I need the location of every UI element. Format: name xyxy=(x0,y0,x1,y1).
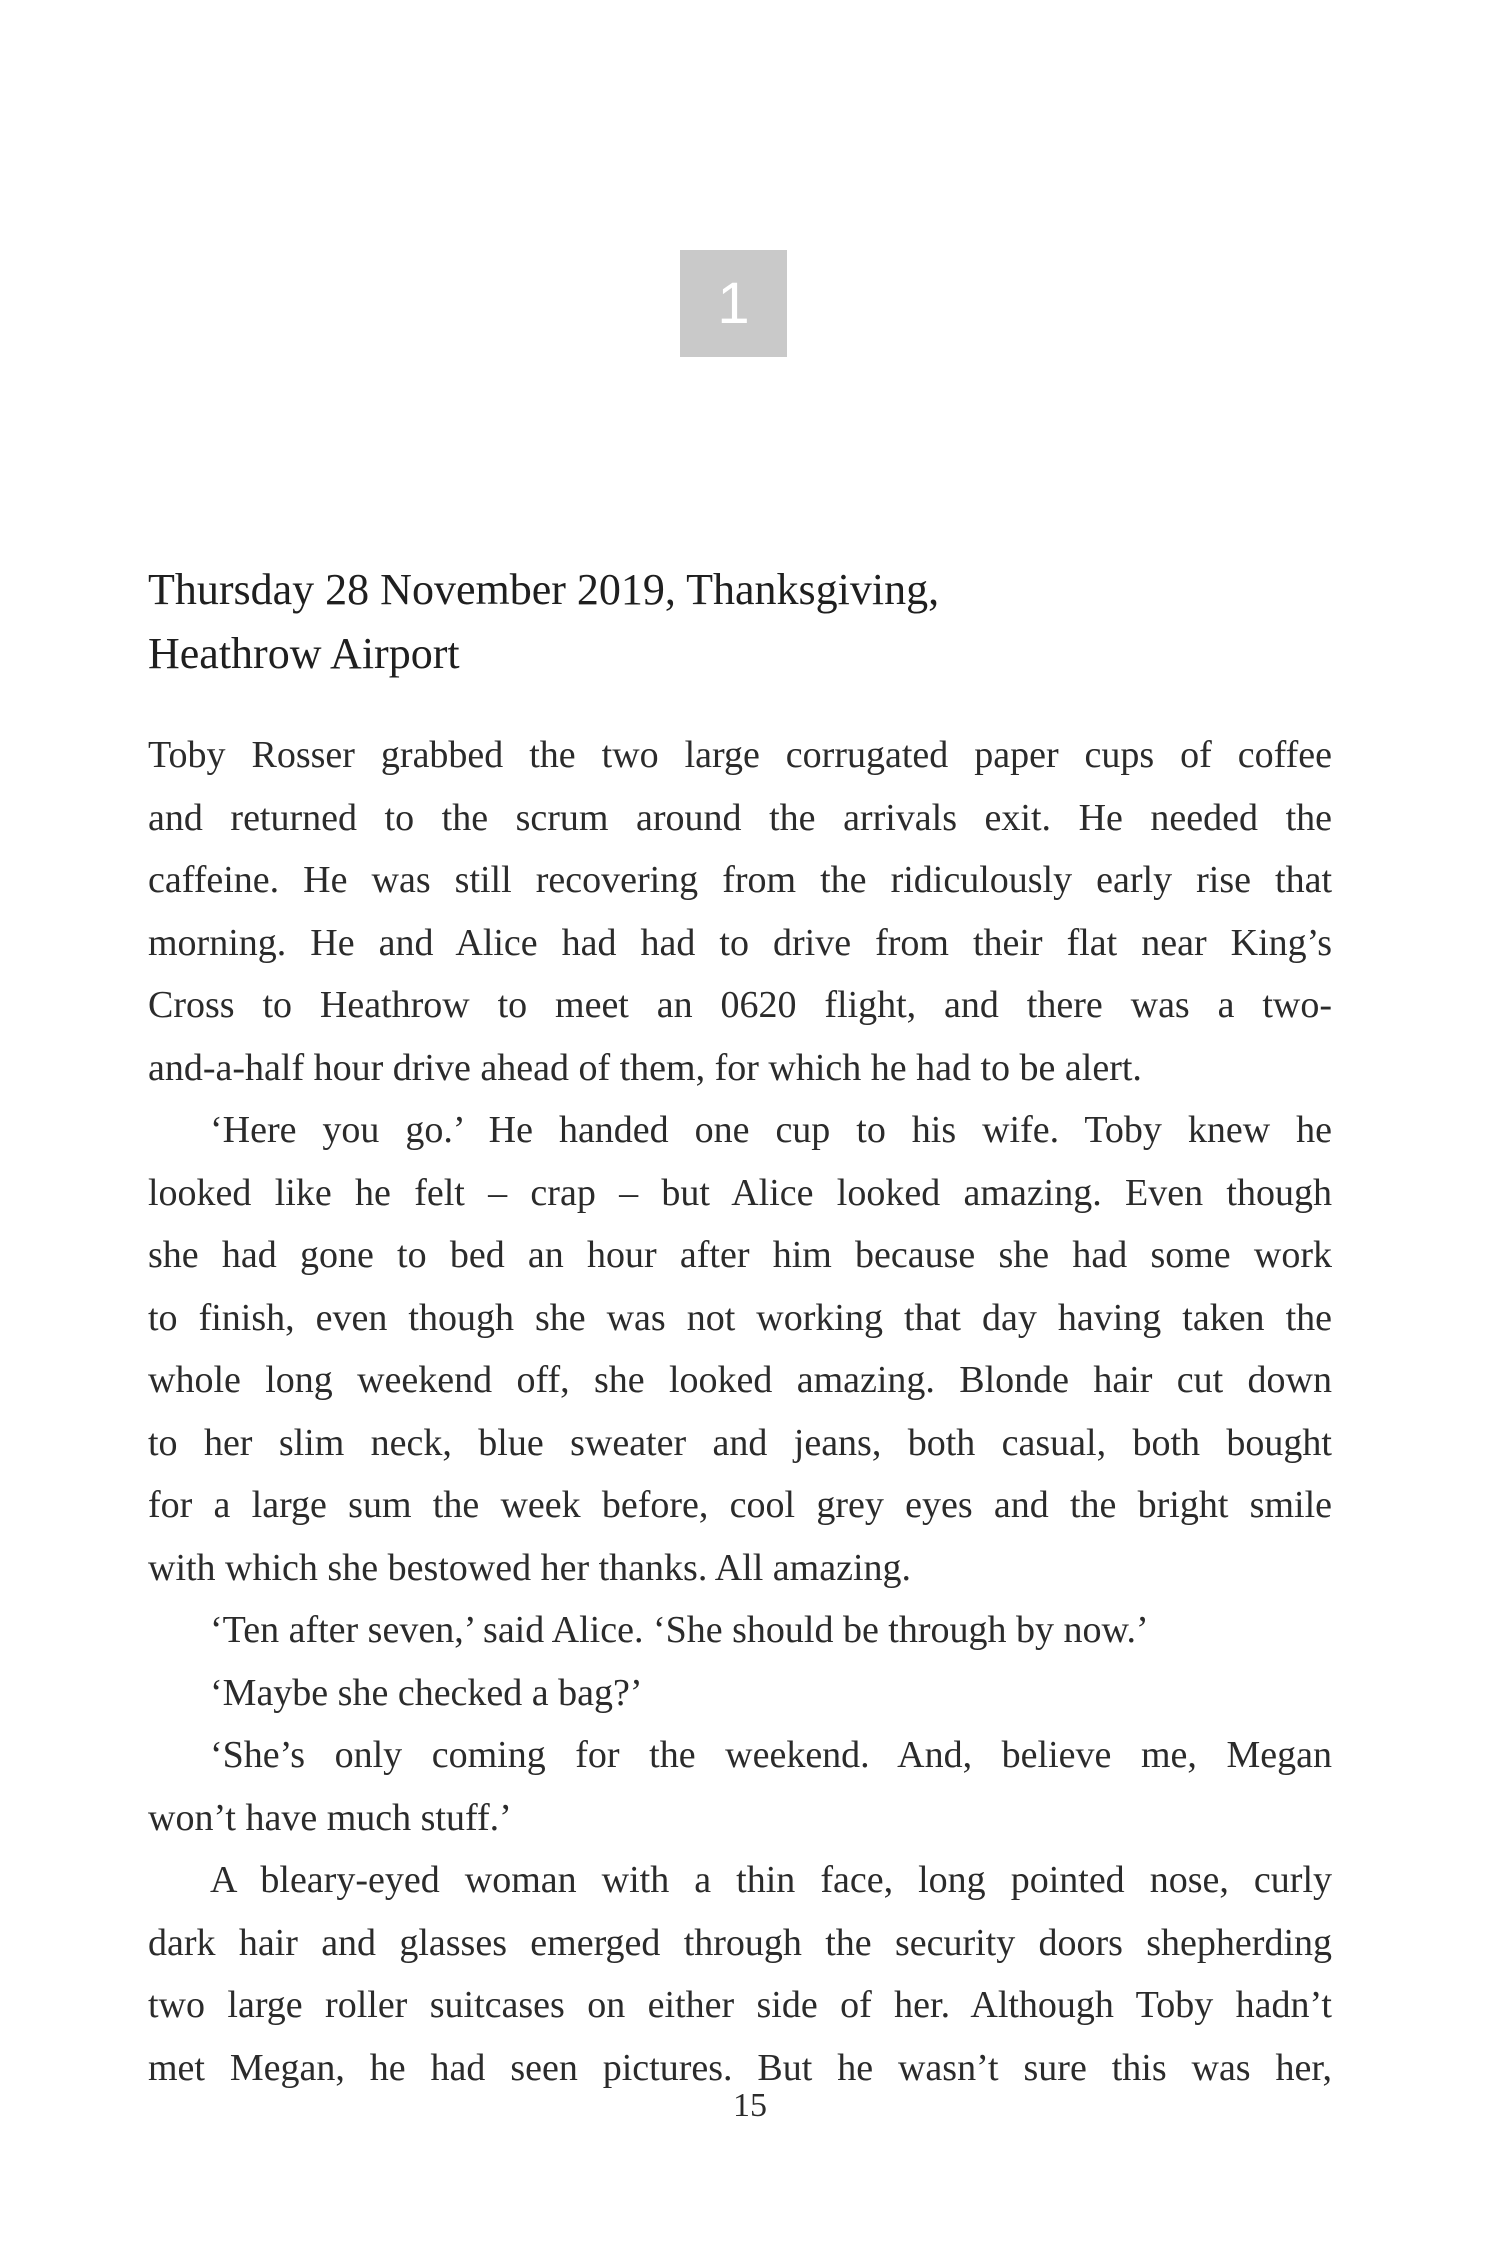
text-line: won’t have much stuff.’ xyxy=(148,1796,512,1839)
text-line: for a large sum the week before, cool grey eyes and the bright smile xyxy=(148,1484,1332,1526)
text-line: ‘Here you go.’ He handed one cup to his wife. Toby knew he xyxy=(210,1109,1332,1151)
text-line: two large roller suitcases on either side of her. Although Toby hadn’t xyxy=(148,1984,1332,2026)
chapter-heading xyxy=(148,558,1348,686)
text-line: morning. He and Alice had had to drive from their flat near King’s xyxy=(148,921,1332,964)
text-line: met Megan, he had seen pictures. But he wasn’t sure this was her, xyxy=(148,2046,1332,2089)
body-text xyxy=(148,724,1332,2099)
text-line: caffeine. He was still recovering from the ridiculously early rise that xyxy=(148,859,1332,901)
text-line: to finish, even though she was not working that day having taken the xyxy=(148,1296,1332,1339)
text-line: with which she bestowed her thanks. All amazing. xyxy=(148,1546,912,1589)
text-line: dark hair and glasses emerged through the security doors shepherding xyxy=(148,1921,1332,1964)
text-line: to her slim neck, blue sweater and jeans, both casual, both bought xyxy=(148,1421,1332,1464)
text-line: ‘She’s only coming for the weekend. And, believe me, Megan xyxy=(210,1734,1332,1776)
heading-line: Thursday 28 November 2019, Thanksgiving, xyxy=(148,565,940,614)
text-line: A bleary-eyed woman with a thin face, long pointed nose, curly xyxy=(210,1859,1332,1901)
text-line: Cross to Heathrow to meet an 0620 flight, and there was a two- xyxy=(148,984,1332,1026)
chapter-number-badge xyxy=(680,250,787,357)
text-line: whole long weekend off, she looked amazing. Blonde hair cut down xyxy=(148,1359,1332,1401)
text-line: ‘Maybe she checked a bag?’ xyxy=(210,1671,643,1714)
text-line: Toby Rosser grabbed the two large corrugated paper cups of coffee xyxy=(148,734,1332,776)
text-line: and returned to the scrum around the arrivals exit. He needed the xyxy=(148,796,1332,839)
text-line: ‘Ten after seven,’ said Alice. ‘She should be through by now.’ xyxy=(210,1609,1149,1651)
page-number: 15 xyxy=(733,2087,767,2124)
text-line: looked like he felt – crap – but Alice looked amazing. Even though xyxy=(148,1171,1332,1214)
text-line: and-a-half hour drive ahead of them, for which he had to be alert. xyxy=(148,1046,1142,1089)
text-line: she had gone to bed an hour after him because she had some work xyxy=(148,1234,1332,1276)
chapter-number: 1 xyxy=(717,270,750,336)
heading-line: Heathrow Airport xyxy=(148,629,460,678)
